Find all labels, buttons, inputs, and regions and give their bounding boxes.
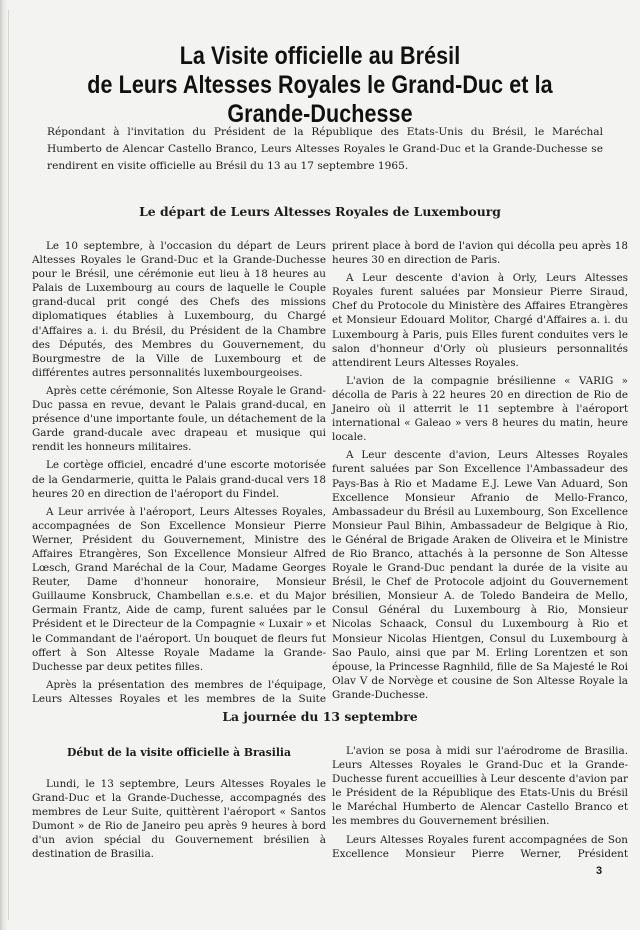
- page-title-line-1: La Visite officielle au Brésil: [179, 42, 461, 70]
- page-title-line-2: de Leurs Altesses Royales le Grand-Duc et la Grande-Duchesse: [87, 71, 553, 128]
- paragraph: Le 10 septembre, à l'occasion du départ de Leurs Altesses Royales le Grand-Duc et la Grande-Duchesse pour le Brésil, une cérémonie eut lieu à 18 heures au Palais de Luxembourg au cours de laquelle le Couple grand-ducal prit congé des Chefs des missions diplomatiques établies à Luxembourg, du Chargé d'Affaires a. i. du Brésil, du Président de la Chambre des Députés, des Membres du Gouvernement, du Bourgmestre de la Ville de Luxembourg et de différentes autres personnalités luxembourgeoises.: [32, 240, 326, 379]
- subheading-brasilia: Début de la visite officielle à Brasilia: [66, 746, 292, 759]
- page-number: 3: [596, 865, 603, 877]
- paragraph: Le cortège officiel, encadré d'une escorte motorisée de la Gendarmerie, quitta le Palais grand-ducal vers 18 heures 20 en direction de l'aéroport du Findel.: [32, 459, 326, 500]
- intro-paragraph: Répondant à l'invitation du Président de la République des Etats-Unis du Brésil, le Maréchal Humberto de Alencar Castello Branco, Leurs Altesses Royales le Grand-Duc et la Grande-Duchesse se rendirent en visite officielle au Brésil du 13 au 17 septembre 1965.: [47, 126, 603, 172]
- section-heading-13-september: La journée du 13 septembre: [222, 709, 418, 724]
- section2-right-column: [332, 744, 628, 865]
- paragraph: A Leur descente d'avion, Leurs Altesses Royales furent saluées par Son Excellence l'Ambassadeur des Pays-Bas à Rio et Madame E.J. Lewe Van Aduard, Son Excellence Monsieur Afranio de Mello-Franco, Ambassadeur du Brésil au Luxembourg, Son Excellence Monsieur Paul Bihin, Ambassadeur de Belgique à Rio, le Général de Brigade Araken de Oliveira et le Ministre de Rio Branco, attachés à la personne de Son Altesse Royale le Grand-Duc pendant la durée de la visite au Brésil, le Chef de Protocole adjoint du Gouvernement brésilien, Monsieur A. de Toledo Bandeira de Mello, Consul Général du Luxembourg à Rio, Monsieur Nicolas Schaack, Consul du Luxembourg à Rio et Monsieur Nicolas Hientgen, Consul du Luxembourg à Sao Paulo, ainsi que par M. Erling Lorentzen et son épouse, la Princesse Ragnhild, fille de Sa Majesté le Roi Olav V de Norvège et cousine de Son Altesse Royale la Grande-Duchesse.: [332, 449, 629, 701]
- paragraph: A Leur arrivée à l'aéroport, Leurs Altesses Royales, accompagnées de Son Excellence Monsieur Pierre Werner, Président du Gouvernement, Ministre des Affaires Etrangères, Son Excellence Monsieur Alfred Lœsch, Grand Maréchal de la Cour, Madame Georges Reuter, Dame d'honneur honoraire, Monsieur Guillaume Konsbruck, Chambellan e.s.e. et du Major Germain Frantz, Aide de camp, furent saluées par le Président et le Directeur de la Compagnie « Luxair » et le Commandant de l'aéroport. Un bouquet de fleurs fut offert à Son Altesse Royale Madame la Grande-Duchesse par deux petites filles.: [32, 505, 326, 673]
- paragraph: L'avion de la compagnie brésilienne « VARIG » décolla de Paris à 22 heures 20 en direction de Rio de Janeiro où il atterrit le 11 septembre à l'aéroport international « Galeao » vers 8 heures du matin, heure locale.: [332, 374, 628, 444]
- section-heading-departure: Le départ de Leurs Altesses Royales de Luxembourg: [139, 204, 501, 219]
- paragraph: Lundi, le 13 septembre, Leurs Altesses Royales le Grand-Duc et la Grande-Duchesse, accompagnés des membres de Leur Suite, quittèrent l'aéroport « Santos Dumont » de Rio de Janeiro peu après 9 heures à bord d'un avion spécial du Gouvernement brésilien à destination de Brasilia.: [32, 778, 326, 861]
- paragraph: Leurs Altesses Royales furent accompagnées de Son Excellence Monsieur Pierre Werner, Président: [332, 833, 628, 860]
- paragraph-continued: prirent place à bord de l'avion qui décolla peu après 18 heures 30 en direction de Paris.: [332, 240, 628, 267]
- paragraph: A Leur descente d'avion à Orly, Leurs Altesses Royales furent saluées par Monsieur Pierre Siraud, Chef du Protocole du Ministère des Affaires Etrangères et Monsieur Edouard Molitor, Chargé d'Affaires a. i. du Luxembourg à Paris, puis Elles furent conduites vers le salon d'honneur d'Orly où plusieurs personnalités attendirent Leurs Altesses Royales.: [332, 272, 628, 369]
- section1-left-column: [32, 239, 326, 710]
- paragraph: Après la présentation des membres de l'équipage, Leurs Altesses Royales et les membres de la Suite: [32, 678, 326, 705]
- paragraph: Après cette cérémonie, Son Altesse Royale le Grand-Duc passa en revue, devant le Palais grand-ducal, en présence d'une importante foule, un détachement de la Garde grand-ducale avec drapeau et musique qui rendit les honneurs militaires.: [32, 384, 326, 454]
- section1-right-column: [332, 239, 628, 706]
- section2-left-column: [32, 777, 326, 866]
- paragraph: L'avion se posa à midi sur l'aérodrome de Brasilia. Leurs Altesses Royales le Grand-Duc et la Grande-Duchesse furent accueillies à Leur descente d'avion par le Président de la République des Etats-Unis du Brésil le Maréchal Humberto de Alencar Castello Branco et les membres du Gouvernement brésilien.: [332, 745, 628, 828]
